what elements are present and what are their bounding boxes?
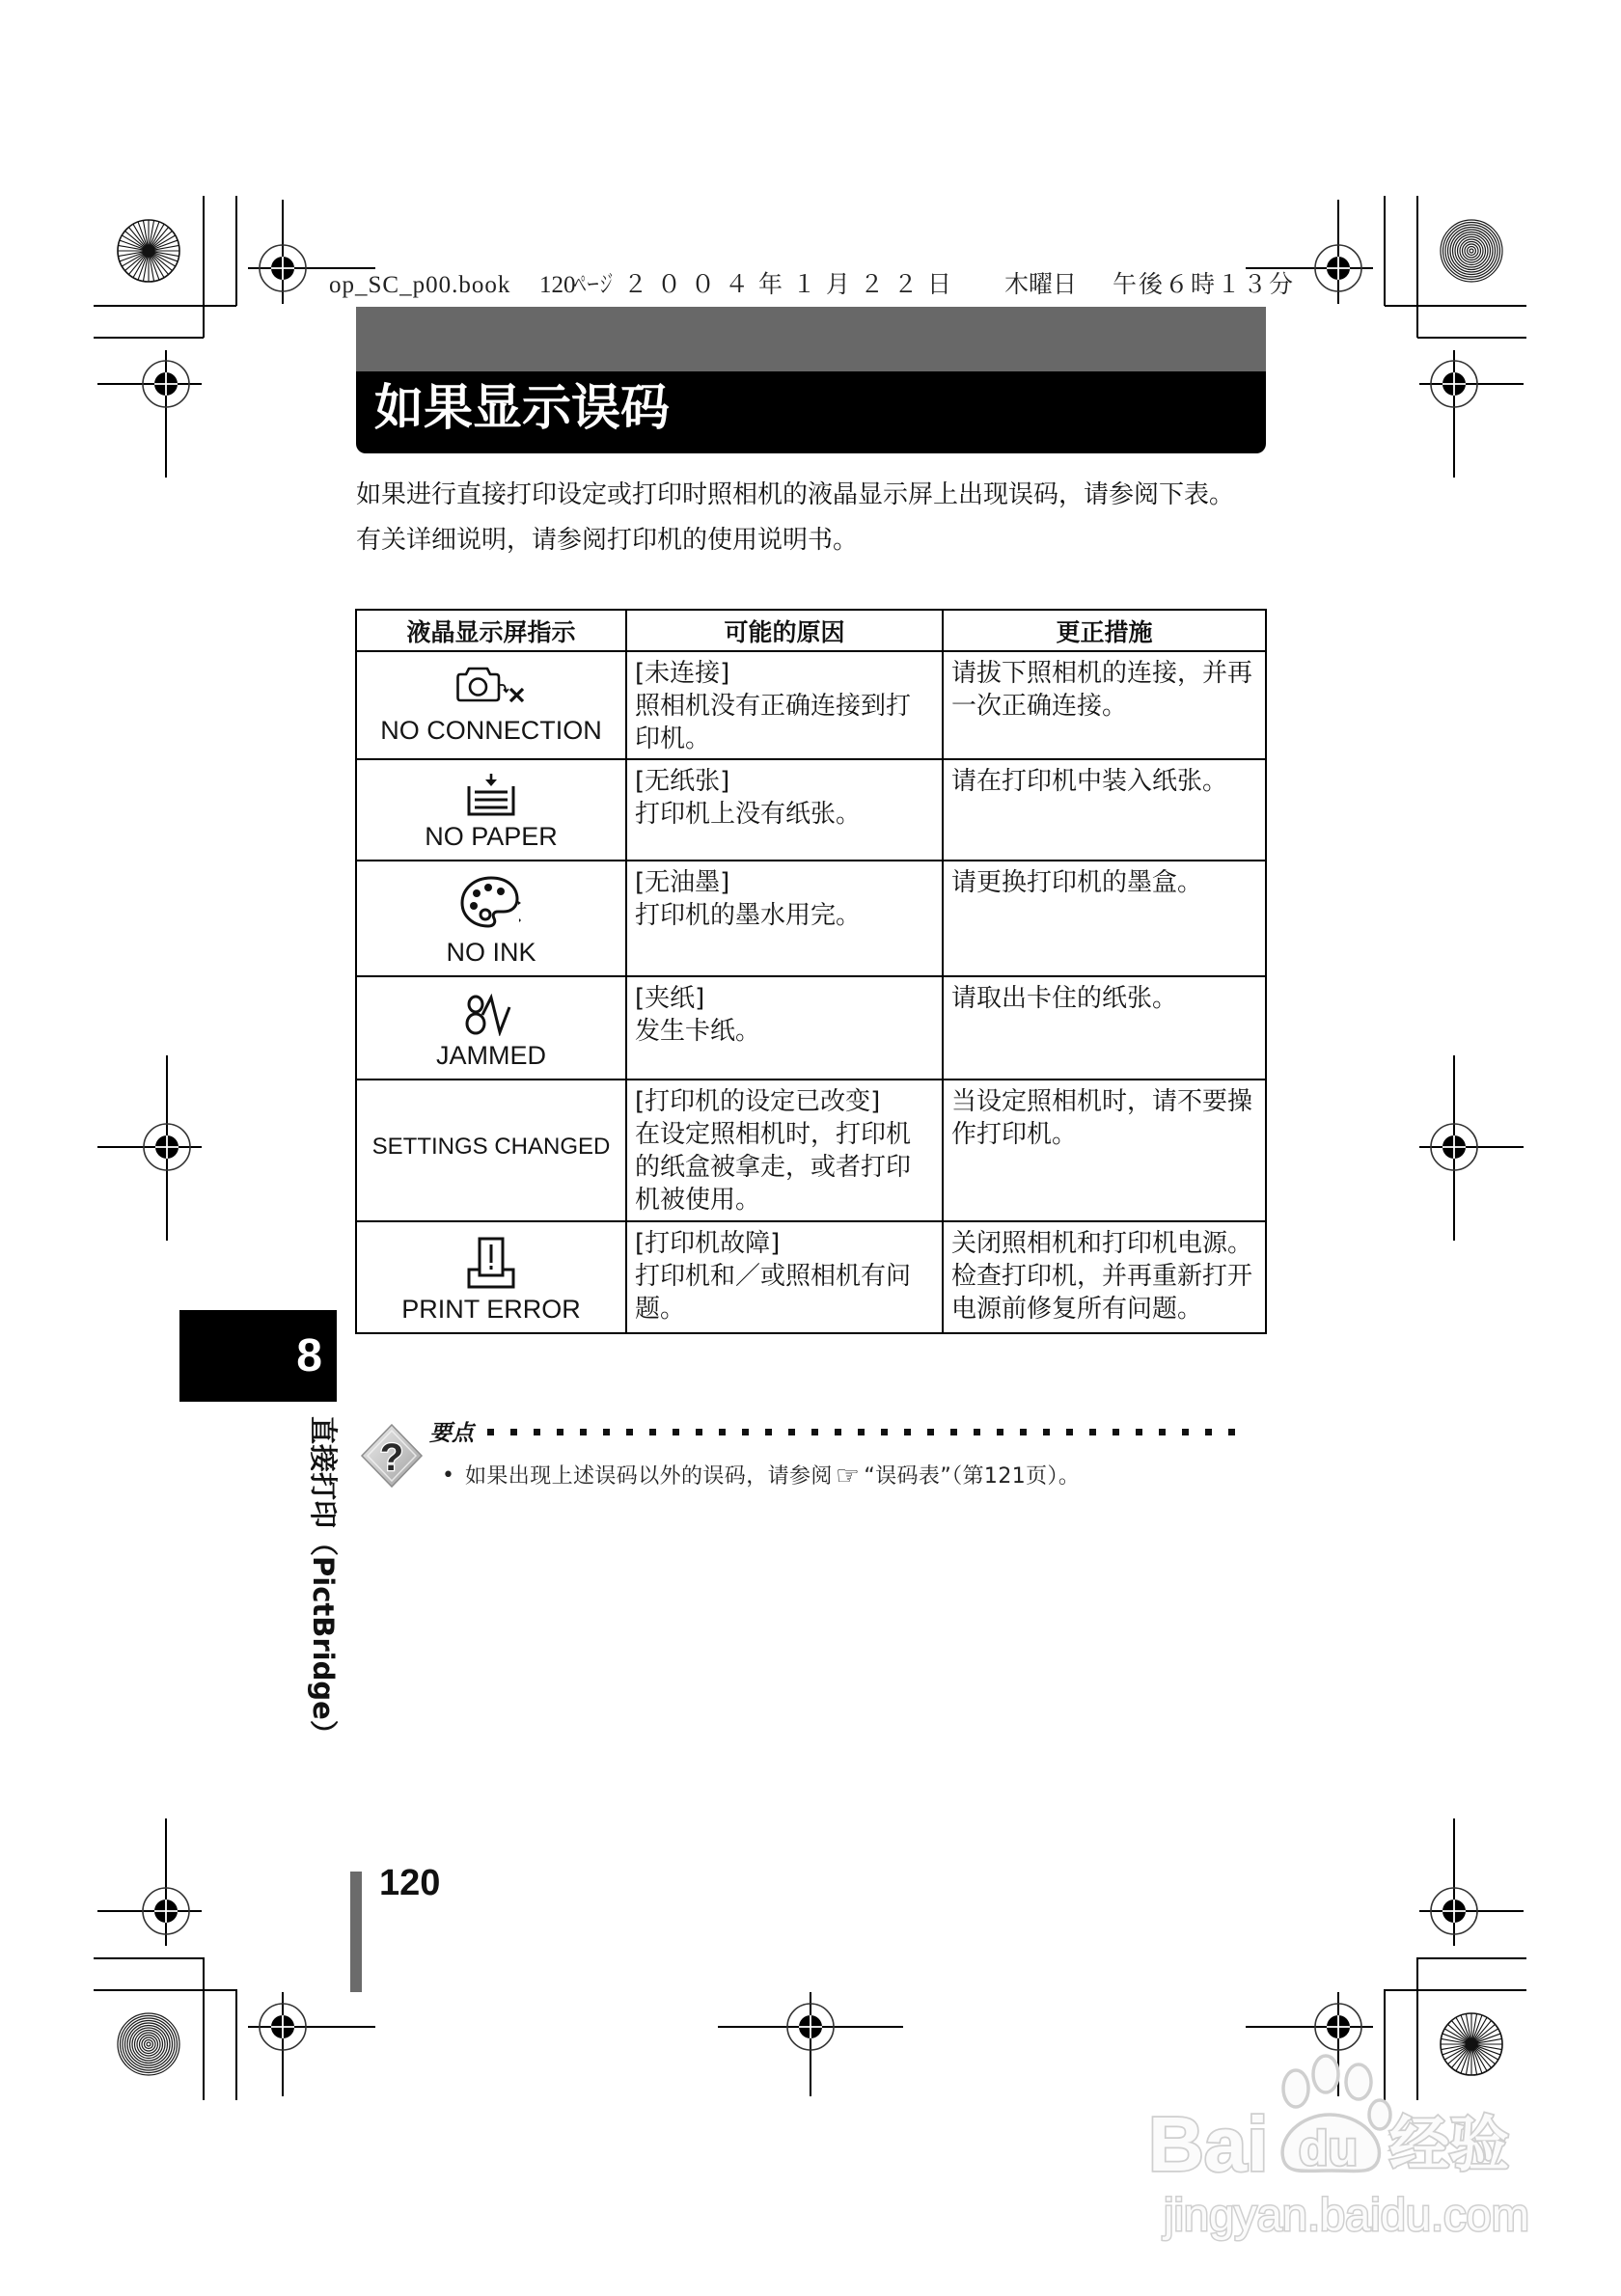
indicator-cell xyxy=(357,861,627,977)
indicator-cell xyxy=(357,977,627,1080)
remedy-line: 请更换打印机的墨盒。 xyxy=(951,868,1203,897)
cause-line: 的纸盒被拿走，或者打印 xyxy=(635,1153,912,1182)
remedy-line: 关闭照相机和打印机电源。 xyxy=(951,1229,1253,1258)
watermark-url: jingyan.baidu.com xyxy=(1164,2189,1529,2240)
question-diamond-icon xyxy=(360,1423,424,1489)
camera-disconnected-icon xyxy=(456,666,526,703)
cause-cell xyxy=(627,652,944,760)
cause-cell xyxy=(627,1080,944,1222)
cause-line: 打印机的墨水用完。 xyxy=(635,901,862,930)
header-weekday: 木曜日 xyxy=(1004,272,1078,298)
registration-mark xyxy=(260,245,306,291)
cause-line: 发生卡纸。 xyxy=(635,1017,761,1046)
remedy-line: 检查打印机，并再重新打开 xyxy=(951,1262,1253,1291)
concentric-target-icon xyxy=(118,2013,179,2075)
remedy-cell xyxy=(944,861,1267,977)
paper-jam-icon xyxy=(464,994,518,1036)
cause-line: [夹纸] xyxy=(635,984,705,1013)
header-time: 午後６時１３分 xyxy=(1113,272,1296,298)
cause-line: 在设定照相机时，打印机 xyxy=(635,1120,912,1149)
indicator-label: NO PAPER xyxy=(425,822,558,851)
remedy-line: 当设定照相机时，请不要操 xyxy=(951,1087,1253,1116)
page-number-bar xyxy=(350,1872,362,1992)
cause-cell xyxy=(627,977,944,1080)
remedy-line: 请取出卡住的纸张。 xyxy=(951,984,1178,1013)
indicator-label: SETTINGS CHANGED xyxy=(371,1134,611,1160)
indicator-cell xyxy=(357,652,627,760)
header-page: 120 xyxy=(539,272,576,298)
indicator-label: PRINT ERROR xyxy=(401,1295,581,1324)
bullet: • xyxy=(442,1463,454,1488)
indicator-label: NO CONNECTION xyxy=(380,716,602,745)
tip-text xyxy=(465,1462,1080,1490)
cause-line: 机被使用。 xyxy=(635,1186,761,1215)
cause-cell xyxy=(627,760,944,861)
chapter-tab xyxy=(179,1310,337,1402)
remedy-line: 电源前修复所有问题。 xyxy=(951,1295,1203,1324)
table-header-indicator: 液晶显示屏指示 xyxy=(357,611,627,652)
registration-mark xyxy=(143,361,189,407)
svg-text:?: ? xyxy=(379,1436,404,1479)
remedy-line: 请拔下照相机的连接，并再 xyxy=(951,659,1253,688)
indicator-label: JAMMED xyxy=(436,1041,546,1070)
watermark-logo-right: 经验 xyxy=(1389,2112,1510,2178)
title-band-gray xyxy=(356,307,1266,371)
dotted-rule xyxy=(487,1429,1251,1435)
indicator-cell xyxy=(357,1080,627,1222)
watermark-logo-left: Bai xyxy=(1148,2101,1269,2187)
remedy-cell xyxy=(944,760,1267,861)
header-page-unit: ページ xyxy=(573,272,613,298)
chapter-number: 8 xyxy=(296,1330,322,1381)
no-paper-icon xyxy=(466,774,516,816)
intro-line: 有关详细说明，请参阅打印机的使用说明书。 xyxy=(356,526,859,555)
registration-mark xyxy=(1431,361,1477,407)
pointing-hand-icon: ☞ xyxy=(835,1460,861,1491)
cause-line: [打印机的设定已改变] xyxy=(635,1087,881,1116)
starburst-target-icon xyxy=(118,220,179,282)
baidu-watermark xyxy=(1139,2045,1544,2257)
registration-mark xyxy=(260,2004,306,2050)
remedy-cell xyxy=(944,1080,1267,1222)
page-number: 120 xyxy=(379,1863,441,1903)
registration-mark xyxy=(1431,1888,1477,1934)
cause-line: 题。 xyxy=(635,1295,686,1324)
table-header-remedy: 更正措施 xyxy=(944,611,1267,652)
cause-line: [无纸张] xyxy=(635,767,730,796)
remedy-line: 请在打印机中装入纸张。 xyxy=(951,767,1228,796)
registration-mark xyxy=(1315,2004,1361,2050)
remedy-cell xyxy=(944,652,1267,760)
indicator-cell xyxy=(357,1222,627,1334)
header-file-name: op_SC_p00.book xyxy=(329,272,511,298)
cause-line: 打印机上没有纸张。 xyxy=(635,800,862,829)
registration-mark xyxy=(1315,245,1361,291)
remedy-cell xyxy=(944,977,1267,1080)
indicator-label: NO INK xyxy=(446,938,536,967)
remedy-line: 作打印机。 xyxy=(951,1120,1078,1149)
header-date: ２００４年１月２２日 xyxy=(623,272,962,298)
registration-mark xyxy=(143,1888,189,1934)
cause-line: [未连接] xyxy=(635,659,730,688)
cause-cell xyxy=(627,861,944,977)
cause-line: 印机。 xyxy=(635,724,711,753)
indicator-cell xyxy=(357,760,627,861)
printer-error-icon xyxy=(467,1237,515,1289)
concentric-target-icon xyxy=(1441,220,1502,282)
intro-line: 如果进行直接打印设定或打印时照相机的液晶显示屏上出现误码，请参阅下表。 xyxy=(356,480,1235,509)
chapter-title-vertical: 直接打印（PictBridge） xyxy=(307,1416,340,1748)
watermark-logo-paw: du xyxy=(1299,2121,1359,2175)
cause-cell xyxy=(627,1222,944,1334)
cause-line: [无油墨] xyxy=(635,868,730,897)
tip-reference: “误码表”（第121页）。 xyxy=(864,1464,1081,1489)
table-header-cause: 可能的原因 xyxy=(627,611,944,652)
tip-text-before: 如果出现上述误码以外的误码，请参阅 xyxy=(465,1464,833,1489)
cause-line: 打印机和／或照相机有问 xyxy=(635,1262,912,1291)
tip-heading: 要点 xyxy=(429,1421,474,1446)
cause-line: [打印机故障] xyxy=(635,1229,781,1258)
page-title: 如果显示误码 xyxy=(374,380,671,437)
ink-palette-icon xyxy=(459,876,523,928)
remedy-cell xyxy=(944,1222,1267,1334)
registration-mark xyxy=(1431,1124,1477,1170)
cause-line: 照相机没有正确连接到打 xyxy=(635,692,912,721)
remedy-line: 一次正确连接。 xyxy=(951,692,1128,721)
registration-mark xyxy=(144,1124,190,1170)
registration-mark xyxy=(787,2004,834,2050)
error-code-table xyxy=(355,609,1267,1334)
